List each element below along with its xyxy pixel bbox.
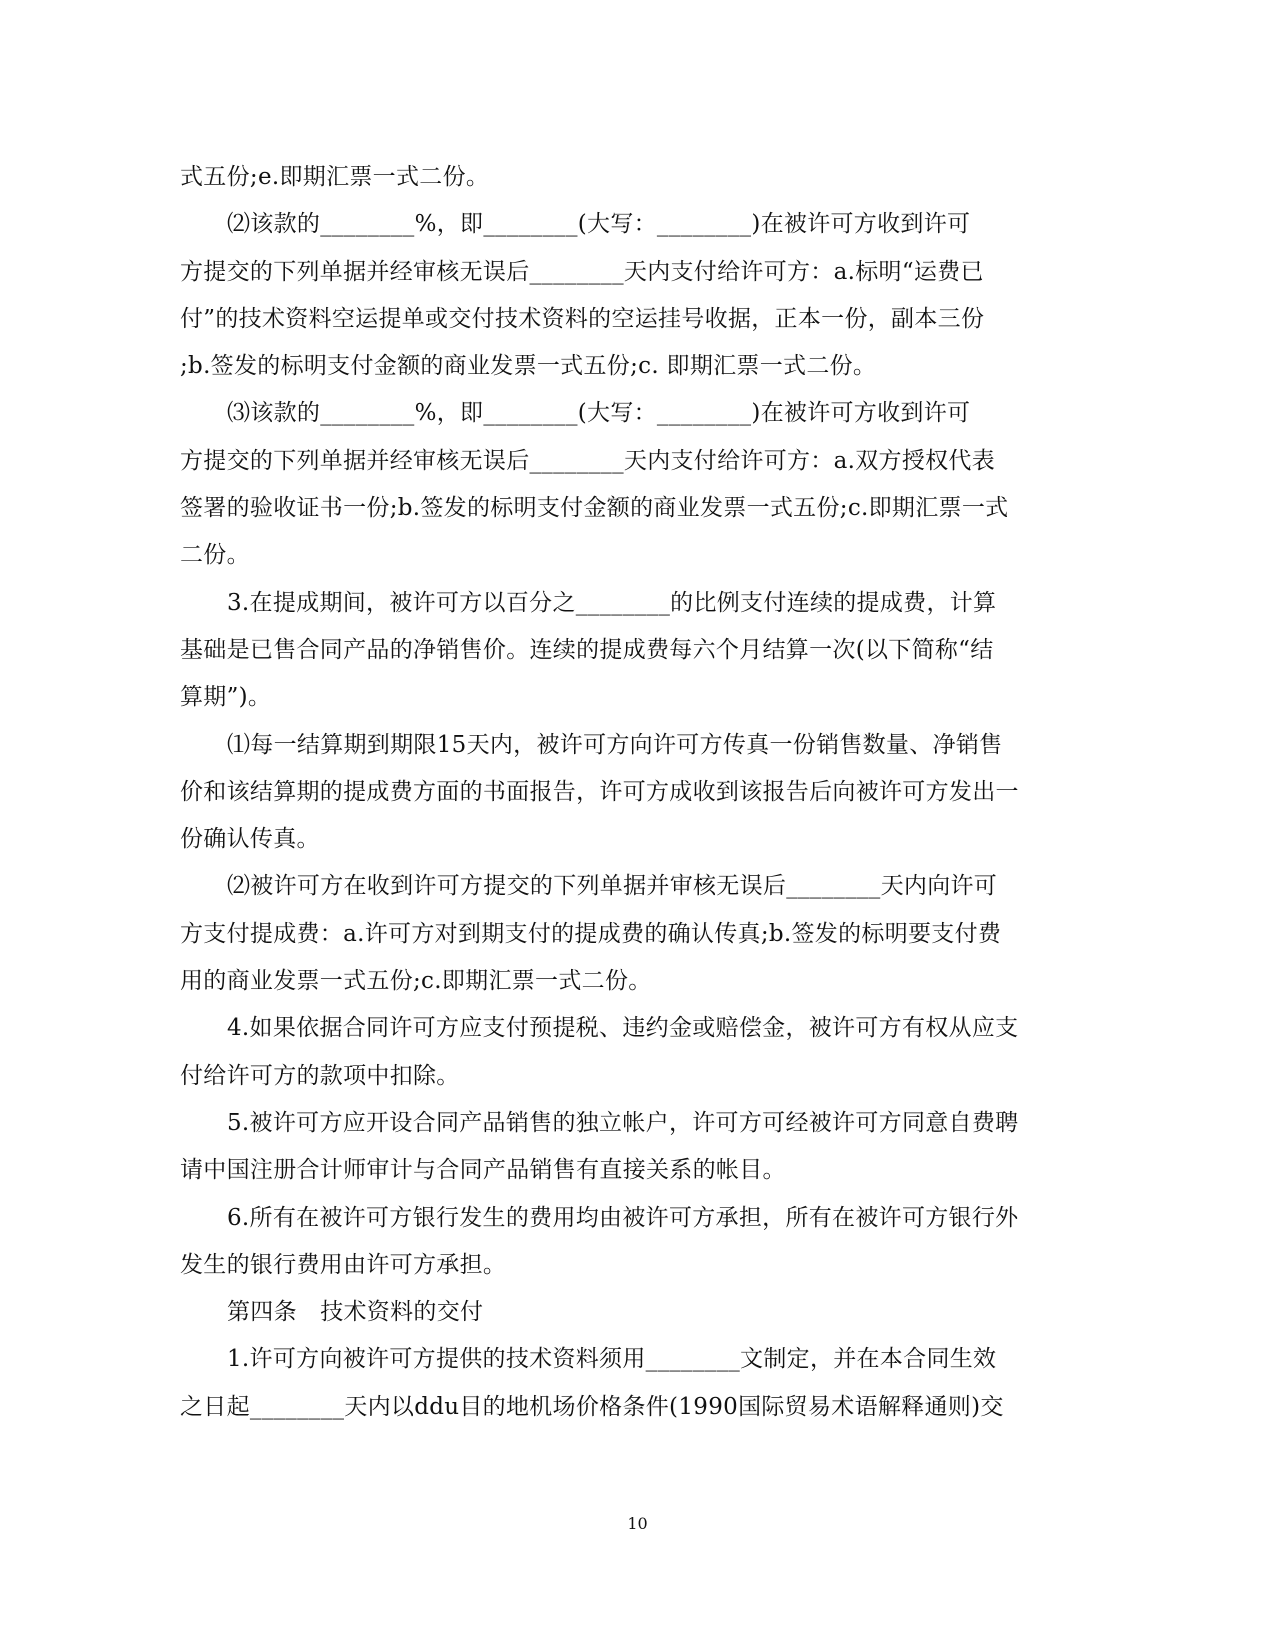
text-line: 请中国注册合计师审计与合同产品销售有直接关系的帐目。 <box>180 1157 786 1184</box>
text-line: 之日起________天内以ddu目的地机场价格条件(1990国际贸易术语解释通则)交 <box>180 1393 1004 1420</box>
text-line: 1.许可方向被许可方提供的技术资料须用________文制定，并在本合同生效 <box>227 1346 997 1373</box>
document-body <box>180 154 1080 1431</box>
text-line: 价和该结算期的提成费方面的书面报告，许可方成收到该报告后向被许可方发出一 <box>180 778 1019 805</box>
text-line: 份确认传真。 <box>180 826 320 853</box>
text-line: 方支付提成费：a.许可方对到期支付的提成费的确认传真;b.签发的标明要支付费 <box>180 920 1002 947</box>
text-line: 付”的技术资料空运提单或交付技术资料的空运挂号收据，正本一份，副本三份 <box>180 305 985 332</box>
text-line: 算期”)。 <box>180 684 272 711</box>
text-line: ⑵该款的________%，即________(大写：________)在被许可方收到许可 <box>227 211 971 238</box>
text-line: 二份。 <box>180 542 250 569</box>
text-line: 3.在提成期间，被许可方以百分之________的比例支付连续的提成费，计算 <box>227 589 997 616</box>
page-number: 10 <box>627 1514 648 1533</box>
text-line: 5.被许可方应开设合同产品销售的独立帐户，许可方可经被许可方同意自费聘 <box>227 1109 1019 1136</box>
text-line: 方提交的下列单据并经审核无误后________天内支付给许可方：a.双方授权代表 <box>180 447 996 474</box>
text-line: 第四条 技术资料的交付 <box>227 1299 484 1326</box>
text-line: 基础是已售合同产品的净销售价。连续的提成费每六个月结算一次(以下简称“结 <box>180 636 994 663</box>
text-line: 签署的验收证书一份;b.签发的标明支付金额的商业发票一式五份;c.即期汇票一式 <box>180 495 1009 522</box>
text-line: 4.如果依据合同许可方应支付预提税、违约金或赔偿金，被许可方有权从应支 <box>227 1015 1019 1042</box>
text-line: 方提交的下列单据并经审核无误后________天内支付给许可方：a.标明“运费已 <box>180 258 984 285</box>
text-line: 用的商业发票一式五份;c.即期汇票一式二份。 <box>180 968 652 995</box>
text-line: ⑴每一结算期到期限15天内，被许可方向许可方传真一份销售数量、净销售 <box>227 731 1003 758</box>
text-line: 发生的银行费用由许可方承担。 <box>180 1251 507 1278</box>
text-line: 6.所有在被许可方银行发生的费用均由被许可方承担，所有在被许可方银行外 <box>227 1204 1019 1231</box>
text-line: 式五份;e.即期汇票一式二份。 <box>180 164 490 190</box>
text-line: 付给许可方的款项中扣除。 <box>180 1062 460 1089</box>
text-line: ⑵被许可方在收到许可方提交的下列单据并审核无误后________天内向许可 <box>227 873 998 900</box>
text-line: ;b.签发的标明支付金额的商业发票一式五份;c. 即期汇票一式二份。 <box>180 353 877 380</box>
text-line: ⑶该款的________%，即________(大写：________)在被许可方收到许可 <box>227 400 971 427</box>
